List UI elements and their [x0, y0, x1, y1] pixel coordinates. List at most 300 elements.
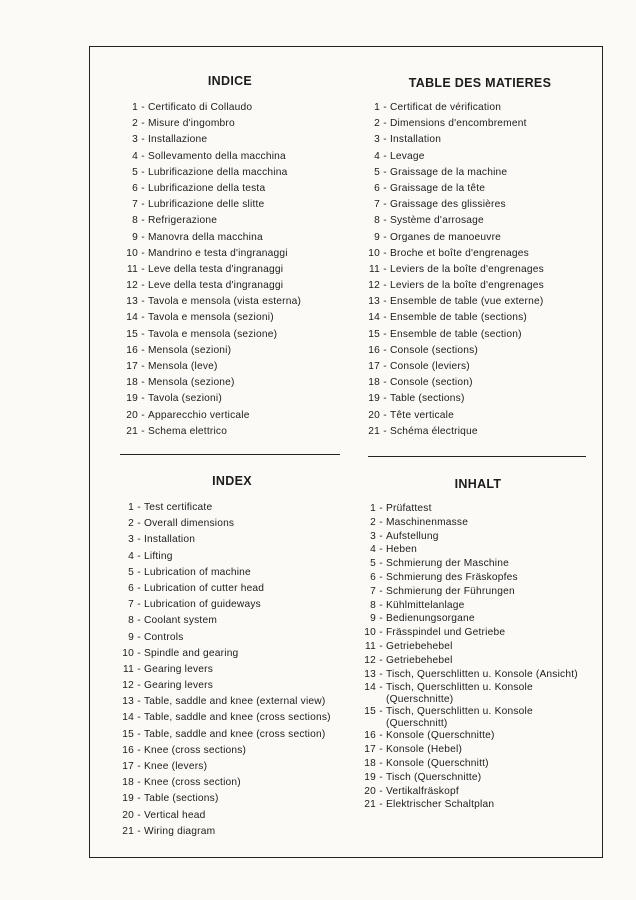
toc-item-label: Frässpindel und Getriebe [386, 627, 506, 639]
toc-item-separator: - [137, 761, 141, 772]
toc-item-number: 21 [122, 825, 134, 837]
toc-item-label: Mensola (leve) [148, 361, 218, 372]
toc-item-separator: - [383, 247, 387, 259]
toc-item-number: 18 [126, 377, 138, 389]
toc-item [364, 134, 600, 150]
toc-item-number: 19 [364, 771, 376, 783]
toc-item [364, 264, 600, 280]
toc-item-separator: - [137, 728, 141, 740]
toc-item-separator: - [379, 785, 383, 797]
toc-item [364, 410, 600, 426]
toc-item-number: 18 [364, 757, 376, 769]
toc-item [364, 167, 600, 183]
toc-item-separator: - [141, 296, 145, 308]
toc-item-number: 15 [368, 328, 380, 340]
toc-item-number: 20 [364, 785, 376, 797]
toc-item-separator: - [137, 777, 141, 789]
toc-item-label: Table, saddle and knee (cross section) [144, 728, 326, 740]
toc-item-number: 3 [128, 534, 134, 546]
toc-item-number: 2 [374, 118, 380, 130]
toc-item-label: Mandrino e testa d'ingranaggi [148, 247, 288, 259]
toc-item-separator: - [383, 312, 387, 324]
toc-item [360, 558, 596, 572]
toc-item-number: 20 [122, 809, 134, 821]
toc-item-separator: - [137, 550, 141, 562]
toc-item-label: Misure d'ingombro [148, 118, 235, 130]
toc-item-label: Getriebehebel [386, 654, 453, 666]
toc-item-separator: - [141, 134, 145, 146]
toc-item [360, 503, 596, 517]
toc-item-label: Spindle and gearing [144, 647, 239, 659]
toc-item [360, 531, 596, 545]
toc-list [112, 502, 352, 842]
toc-item-label: Konsole (Querschnitt) [386, 757, 489, 769]
section-title: TABLE DES MATIERES [408, 76, 552, 90]
toc-item-separator: - [137, 744, 141, 756]
toc-item [364, 361, 600, 377]
toc-item-number: 15 [126, 328, 138, 340]
toc-item [360, 799, 596, 813]
toc-item-number: 2 [132, 118, 138, 130]
toc-item [360, 772, 596, 786]
toc-item-label: Lubrificazione delle slitte [148, 199, 265, 211]
toc-item-label: Schmierung des Fräskopfes [386, 571, 518, 583]
toc-item-number: 5 [132, 166, 138, 178]
toc-item-number: 13 [368, 296, 380, 308]
toc-item-number: 1 [374, 102, 380, 113]
toc-item-separator: - [383, 328, 387, 340]
toc-item-label: Lifting [144, 550, 173, 562]
toc-item-separator: - [137, 680, 141, 692]
toc-item-separator: - [383, 425, 387, 437]
toc-item-number: 16 [126, 344, 138, 356]
toc-item [118, 502, 352, 518]
toc-item-label: Vertikalfräskopf [386, 785, 459, 797]
toc-item-separator: - [383, 166, 387, 178]
toc-item-number: 6 [132, 182, 138, 194]
toc-item [364, 151, 600, 167]
toc-item [360, 682, 596, 706]
toc-item-label: Installation [144, 534, 196, 546]
toc-item-number: 9 [374, 231, 380, 243]
toc-item-number: 8 [132, 215, 138, 227]
toc-item-label: Certificato di Collaudo [148, 102, 253, 113]
toc-item-label: Konsole (Hebel) [386, 744, 463, 756]
toc-item-number: 10 [364, 627, 376, 639]
toc-item-label: Heben [386, 544, 418, 556]
toc-item-number: 20 [126, 409, 138, 421]
section-table-des-matieres [360, 76, 600, 442]
toc-item-separator: - [141, 166, 145, 178]
toc-item [122, 102, 348, 118]
toc-item-separator: - [379, 654, 383, 666]
toc-item [118, 761, 352, 777]
toc-item-separator: - [379, 682, 383, 694]
toc-item-separator: - [383, 215, 387, 227]
toc-item [122, 151, 348, 167]
toc-item-label: Table (sections) [390, 393, 465, 405]
toc-item-label: Leviers de la boîte d'engrenages [390, 280, 544, 292]
toc-item [360, 786, 596, 800]
toc-item-separator: - [141, 425, 145, 437]
toc-item-label: Aufstellung [386, 530, 439, 542]
toc-item [118, 599, 352, 615]
toc-item-separator: - [141, 344, 145, 356]
toc-item [364, 248, 600, 264]
toc-item-number: 8 [128, 615, 134, 627]
toc-item-number: 10 [126, 247, 138, 259]
toc-item-separator: - [379, 544, 383, 556]
toc-item-separator: - [141, 231, 145, 243]
toc-item-label: Knee (cross section) [144, 777, 241, 789]
toc-item-separator: - [141, 393, 145, 405]
toc-item-separator: - [383, 344, 387, 356]
toc-item-label: Installazione [148, 134, 208, 146]
toc-item-number: 12 [364, 654, 376, 666]
toc-item-separator: - [137, 582, 141, 594]
toc-item [118, 583, 352, 599]
toc-item-number: 18 [122, 777, 134, 789]
toc-item-label: Certificat de vérification [390, 102, 502, 113]
toc-item-separator: - [383, 182, 387, 194]
toc-item-label: Getriebehebel [386, 640, 453, 652]
toc-item [364, 312, 600, 328]
toc-item-separator: - [141, 312, 145, 324]
toc-item-number: 16 [368, 344, 380, 356]
toc-item-separator: - [141, 247, 145, 259]
toc-item-number: 17 [126, 361, 138, 372]
toc-item-separator: - [383, 393, 387, 405]
toc-item [364, 296, 600, 312]
toc-item-separator: - [379, 503, 383, 514]
toc-item-label: Organes de manoeuvre [390, 231, 502, 243]
toc-item-separator: - [383, 361, 387, 372]
toc-item-separator: - [137, 615, 141, 627]
section-title: INDICE [207, 74, 253, 88]
toc-item-separator: - [383, 102, 387, 113]
toc-item [360, 544, 596, 558]
toc-item [118, 518, 352, 534]
toc-item-number: 19 [126, 393, 138, 405]
toc-item-label: Leviers de la boîte d'engrenages [390, 263, 544, 275]
toc-item-label: Elektrischer Schaltplan [386, 799, 495, 811]
toc-item-label: Manovra della macchina [148, 231, 263, 243]
toc-item [122, 134, 348, 150]
toc-item-label: Refrigerazione [148, 215, 218, 227]
toc-item [122, 232, 348, 248]
toc-item-separator: - [137, 647, 141, 659]
toc-item-label: Ensemble de table (section) [390, 328, 522, 340]
toc-item-separator: - [379, 571, 383, 583]
toc-item-label: Dimensions d'encombrement [390, 118, 527, 130]
toc-item-number: 19 [122, 793, 134, 805]
toc-item-separator: - [141, 102, 145, 113]
toc-item-label: Console (section) [390, 377, 473, 389]
toc-item-separator: - [141, 280, 145, 292]
toc-item-number: 13 [126, 296, 138, 308]
toc-item-separator: - [141, 150, 145, 162]
toc-item [118, 615, 352, 631]
toc-item-number: 14 [126, 312, 138, 324]
toc-item [360, 641, 596, 655]
toc-item-label: Tavola (sezioni) [148, 393, 222, 405]
toc-item-label: Overall dimensions [144, 518, 235, 530]
section-title: INDEX [212, 474, 252, 488]
toc-item [122, 118, 348, 134]
toc-item-separator: - [379, 627, 383, 639]
toc-item-number: 6 [128, 582, 134, 594]
toc-list [360, 503, 596, 813]
toc-item [122, 377, 348, 393]
toc-item-number: 4 [128, 550, 134, 562]
toc-item-label: Tisch, Querschlitten u. Konsole (Ansicht) [386, 668, 578, 680]
toc-item [118, 793, 352, 809]
toc-item [118, 664, 352, 680]
toc-item-separator: - [141, 215, 145, 227]
toc-item-label: Graissage de la machine [390, 166, 508, 178]
toc-item-number: 5 [128, 566, 134, 578]
toc-item-number: 8 [370, 599, 376, 611]
toc-item-label: Apparecchio verticale [148, 409, 250, 421]
toc-item-label: Tisch, Querschlitten u. Konsole (Querschnitte) [386, 682, 533, 706]
toc-item-label: Table, saddle and knee (cross sections) [144, 712, 331, 724]
toc-item-label: Kühlmittelanlage [386, 599, 465, 611]
toc-item-label: Knee (levers) [144, 761, 208, 772]
toc-item-separator: - [141, 182, 145, 194]
toc-item [118, 745, 352, 761]
toc-item-separator: - [379, 668, 383, 680]
toc-item [122, 199, 348, 215]
toc-item [118, 696, 352, 712]
toc-item-number: 13 [122, 696, 134, 708]
toc-item-label: Tisch, Querschlitten u. Konsole (Querschnitt) [386, 706, 533, 730]
toc-item [360, 586, 596, 600]
toc-item [122, 410, 348, 426]
toc-item-separator: - [383, 134, 387, 146]
toc-item-separator: - [383, 377, 387, 389]
toc-item [122, 264, 348, 280]
toc-item-separator: - [141, 263, 145, 275]
toc-item-number: 12 [368, 280, 380, 292]
toc-item-separator: - [141, 377, 145, 389]
toc-item-separator: - [379, 771, 383, 783]
toc-item [118, 712, 352, 728]
toc-item-separator: - [137, 566, 141, 578]
toc-item-separator: - [141, 118, 145, 130]
toc-item-separator: - [137, 696, 141, 708]
toc-item-label: Lubrication of machine [144, 566, 251, 578]
toc-item [118, 567, 352, 583]
toc-item-separator: - [137, 809, 141, 821]
toc-item [364, 329, 600, 345]
toc-item-number: 9 [128, 631, 134, 643]
toc-item-number: 4 [132, 150, 138, 162]
toc-item [364, 183, 600, 199]
toc-item [364, 215, 600, 231]
toc-item [360, 627, 596, 641]
toc-item-number: 5 [370, 558, 376, 570]
toc-item [360, 706, 596, 730]
toc-item-number: 17 [122, 761, 134, 772]
toc-item-separator: - [383, 263, 387, 275]
toc-item-separator: - [141, 409, 145, 421]
toc-item-label: Tavola e mensola (vista esterna) [148, 296, 302, 308]
toc-item-label: Système d'arrosage [390, 215, 484, 227]
toc-item-separator: - [379, 599, 383, 611]
toc-item-label: Maschinenmasse [386, 516, 469, 528]
toc-item-label: Tisch (Querschnitte) [386, 771, 482, 783]
toc-item-number: 12 [122, 680, 134, 692]
toc-item [360, 517, 596, 531]
toc-item [118, 680, 352, 696]
toc-item-label: Graissage des glissières [390, 199, 506, 211]
toc-item-number: 14 [368, 312, 380, 324]
toc-item-label: Console (sections) [390, 344, 478, 356]
toc-item-number: 3 [132, 134, 138, 146]
toc-item-number: 15 [122, 728, 134, 740]
toc-item-separator: - [141, 361, 145, 372]
toc-item-number: 21 [364, 799, 376, 811]
toc-item-label: Installation [390, 134, 442, 146]
toc-item-separator: - [379, 640, 383, 652]
toc-list [112, 102, 348, 442]
toc-item-label: Controls [144, 631, 184, 643]
toc-item-number: 11 [369, 263, 380, 275]
toc-item [122, 280, 348, 296]
section-inhalt [360, 477, 596, 813]
toc-item-separator: - [137, 599, 141, 611]
toc-item-label: Vertical head [144, 809, 206, 821]
toc-item-separator: - [137, 534, 141, 546]
toc-item-label: Prüfattest [386, 503, 432, 514]
toc-item-separator: - [137, 793, 141, 805]
toc-item-label: Lubrificazione della testa [148, 182, 266, 194]
toc-item-label: Graissage de la tête [390, 182, 486, 194]
toc-item-number: 18 [368, 377, 380, 389]
toc-item-number: 10 [122, 647, 134, 659]
toc-item [118, 632, 352, 648]
toc-item-label: Ensemble de table (sections) [390, 312, 527, 324]
toc-item [364, 199, 600, 215]
toc-item-label: Table, saddle and knee (external view) [144, 696, 326, 708]
toc-item-separator: - [379, 744, 383, 756]
toc-item-label: Ensemble de table (vue externe) [390, 296, 544, 308]
toc-item [122, 426, 348, 442]
toc-item-number: 11 [123, 663, 134, 675]
toc-item-number: 11 [365, 640, 376, 652]
toc-item-number: 12 [126, 280, 138, 292]
toc-item-number: 21 [368, 425, 380, 437]
toc-item-label: Mensola (sezione) [148, 377, 235, 389]
toc-item-label: Coolant system [144, 615, 218, 627]
toc-item [122, 167, 348, 183]
toc-item-label: Schéma électrique [390, 425, 478, 437]
toc-item-number: 19 [368, 393, 380, 405]
toc-item-number: 16 [122, 744, 134, 756]
toc-item-number: 5 [374, 166, 380, 178]
toc-item-separator: - [379, 585, 383, 597]
toc-item-number: 14 [364, 682, 376, 694]
toc-item-number: 10 [368, 247, 380, 259]
toc-item-separator: - [383, 231, 387, 243]
toc-item-separator: - [379, 799, 383, 811]
toc-item-number: 9 [370, 613, 376, 625]
toc-item [360, 744, 596, 758]
divider-left [120, 454, 340, 455]
toc-item-separator: - [141, 199, 145, 211]
toc-item-number: 2 [128, 518, 134, 530]
toc-item [122, 329, 348, 345]
toc-item-separator: - [383, 409, 387, 421]
toc-item-separator: - [383, 150, 387, 162]
toc-item-number: 7 [374, 199, 380, 211]
section-index [112, 474, 352, 842]
toc-item-number: 3 [370, 530, 376, 542]
toc-item-number: 4 [374, 150, 380, 162]
divider-right [368, 456, 586, 457]
toc-item [118, 777, 352, 793]
toc-item-separator: - [379, 757, 383, 769]
toc-item-number: 21 [126, 425, 138, 437]
toc-item-label: Gearing levers [144, 680, 214, 692]
toc-item [360, 669, 596, 683]
toc-item-number: 17 [368, 361, 380, 372]
toc-item-label: Bedienungsorgane [386, 613, 475, 625]
toc-item-separator: - [379, 558, 383, 570]
toc-item-separator: - [379, 706, 383, 718]
toc-item-label: Tête verticale [390, 409, 454, 421]
toc-item [360, 600, 596, 614]
toc-item-number: 14 [122, 712, 134, 724]
toc-item-separator: - [379, 613, 383, 625]
section-title: INHALT [454, 477, 502, 491]
toc-item-label: Lubrication of cutter head [144, 582, 265, 594]
toc-item [364, 426, 600, 442]
toc-item-number: 16 [364, 730, 376, 742]
toc-item-number: 6 [374, 182, 380, 194]
toc-item [364, 393, 600, 409]
toc-item-separator: - [379, 530, 383, 542]
toc-item-number: 1 [128, 502, 134, 513]
toc-item-number: 1 [370, 503, 376, 514]
toc-item-label: Broche et boîte d'engrenages [390, 247, 529, 259]
toc-item-separator: - [383, 118, 387, 130]
toc-item [122, 215, 348, 231]
section-indice [112, 74, 348, 442]
toc-item-separator: - [383, 296, 387, 308]
toc-item [122, 296, 348, 312]
toc-item-number: 2 [370, 516, 376, 528]
toc-item-number: 17 [364, 744, 376, 756]
toc-item-number: 15 [364, 706, 376, 718]
toc-item-number: 9 [132, 231, 138, 243]
toc-item-number: 4 [370, 544, 376, 556]
toc-item-label: Sollevamento della macchina [148, 150, 286, 162]
toc-item [118, 729, 352, 745]
toc-item-label: Leve della testa d'ingranaggi [148, 280, 284, 292]
toc-item-number: 20 [368, 409, 380, 421]
toc-item-number: 6 [370, 571, 376, 583]
toc-list [360, 102, 600, 442]
toc-item [122, 361, 348, 377]
toc-item-label: Schema elettrico [148, 425, 228, 437]
toc-item-label: Gearing levers [144, 663, 214, 675]
toc-item-separator: - [137, 712, 141, 724]
toc-item-separator: - [379, 730, 383, 742]
toc-item-label: Tavola e mensola (sezioni) [148, 312, 274, 324]
toc-item-separator: - [383, 199, 387, 211]
toc-item-label: Tavola e mensola (sezione) [148, 328, 278, 340]
